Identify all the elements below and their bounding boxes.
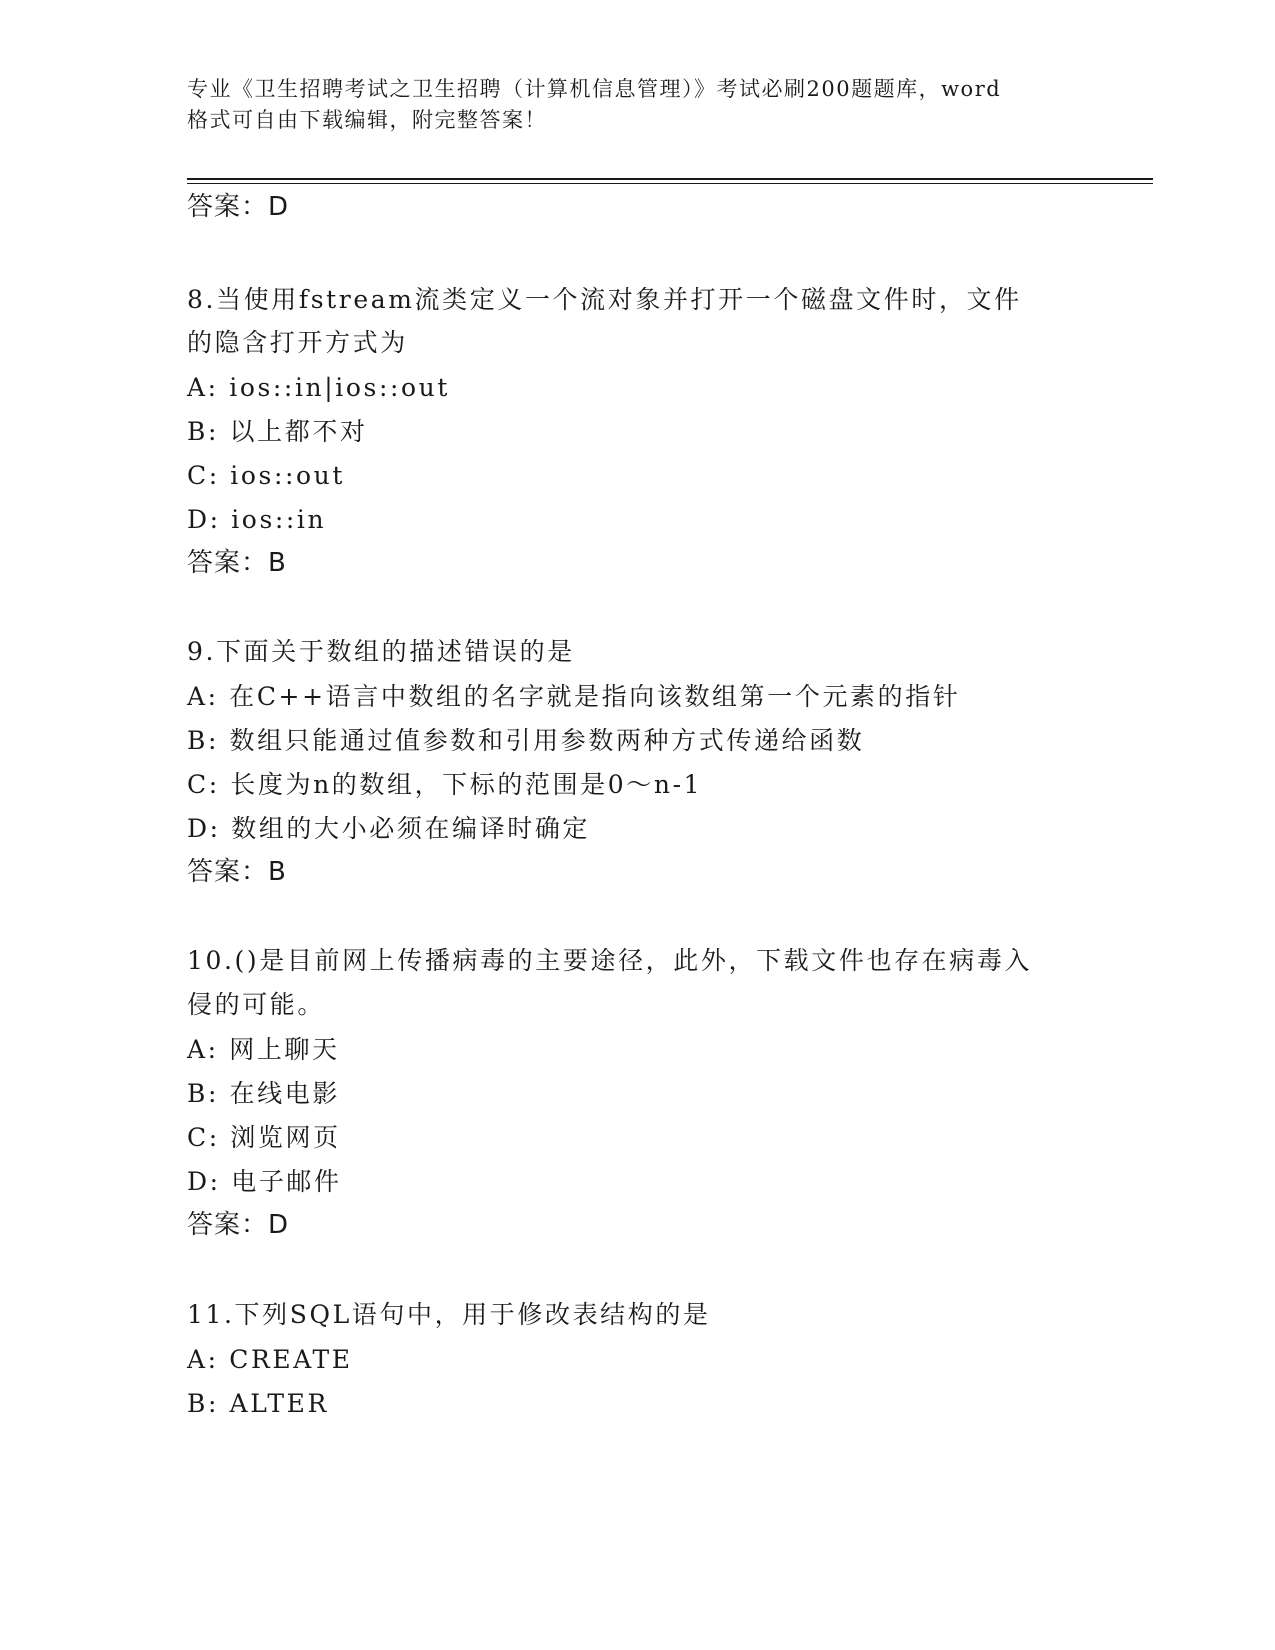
header-line-2: 格式可自由下载编辑，附完整答案！: [187, 108, 547, 132]
header-divider: [187, 178, 1153, 180]
question-9-option-d: D: 数组的大小必须在编译时确定: [187, 814, 591, 843]
question-9-option-b: B: 数组只能通过值参数和引用参数两种方式传递给函数: [187, 726, 865, 755]
document-header: [187, 74, 1087, 136]
question-8-stem-line-2: 的隐含打开方式为: [187, 328, 408, 357]
question-11-option-b: B: ALTER: [187, 1389, 329, 1418]
question-9-answer: 答案：B: [187, 857, 287, 887]
question-9-stem-line-1: 9.下面关于数组的描述错误的是: [187, 637, 575, 666]
question-10-answer: 答案：D: [187, 1210, 290, 1240]
question-11-stem-line-1: 11.下列SQL语句中，用于修改表结构的是: [187, 1300, 711, 1329]
question-10-option-b: B: 在线电影: [187, 1079, 340, 1108]
question-8-option-c: C: ios::out: [187, 461, 346, 490]
question-8-answer: 答案：B: [187, 548, 287, 578]
question-10-option-c: C: 浏览网页: [187, 1123, 341, 1152]
question-8-stem-line-1: 8.当使用fstream流类定义一个流对象并打开一个磁盘文件时，文件: [187, 285, 1022, 314]
question-10-stem-line-1: 10.()是目前网上传播病毒的主要途径，此外，下载文件也存在病毒入: [187, 946, 1033, 975]
question-9-option-c: C: 长度为n的数组，下标的范围是0～n-1: [187, 770, 703, 799]
question-10-option-a: A: 网上聊天: [187, 1035, 340, 1064]
question-9-option-a: A: 在C++语言中数组的名字就是指向该数组第一个元素的指针: [187, 682, 961, 711]
question-10-option-d: D: 电子邮件: [187, 1167, 342, 1196]
question-11-option-a: A: CREATE: [187, 1345, 353, 1374]
header-line-1: 专业《卫生招聘考试之卫生招聘（计算机信息管理）》考试必刷200题题库，word: [187, 77, 1002, 101]
question-8-option-b: B: 以上都不对: [187, 417, 368, 446]
question-10-stem-line-2: 侵的可能。: [187, 990, 326, 1019]
header-divider-thin: [187, 183, 1153, 184]
question-8-option-d: D: ios::in: [187, 505, 327, 534]
answer-previous: 答案：D: [187, 192, 290, 222]
question-8-option-a: A: ios::in|ios::out: [187, 373, 450, 402]
